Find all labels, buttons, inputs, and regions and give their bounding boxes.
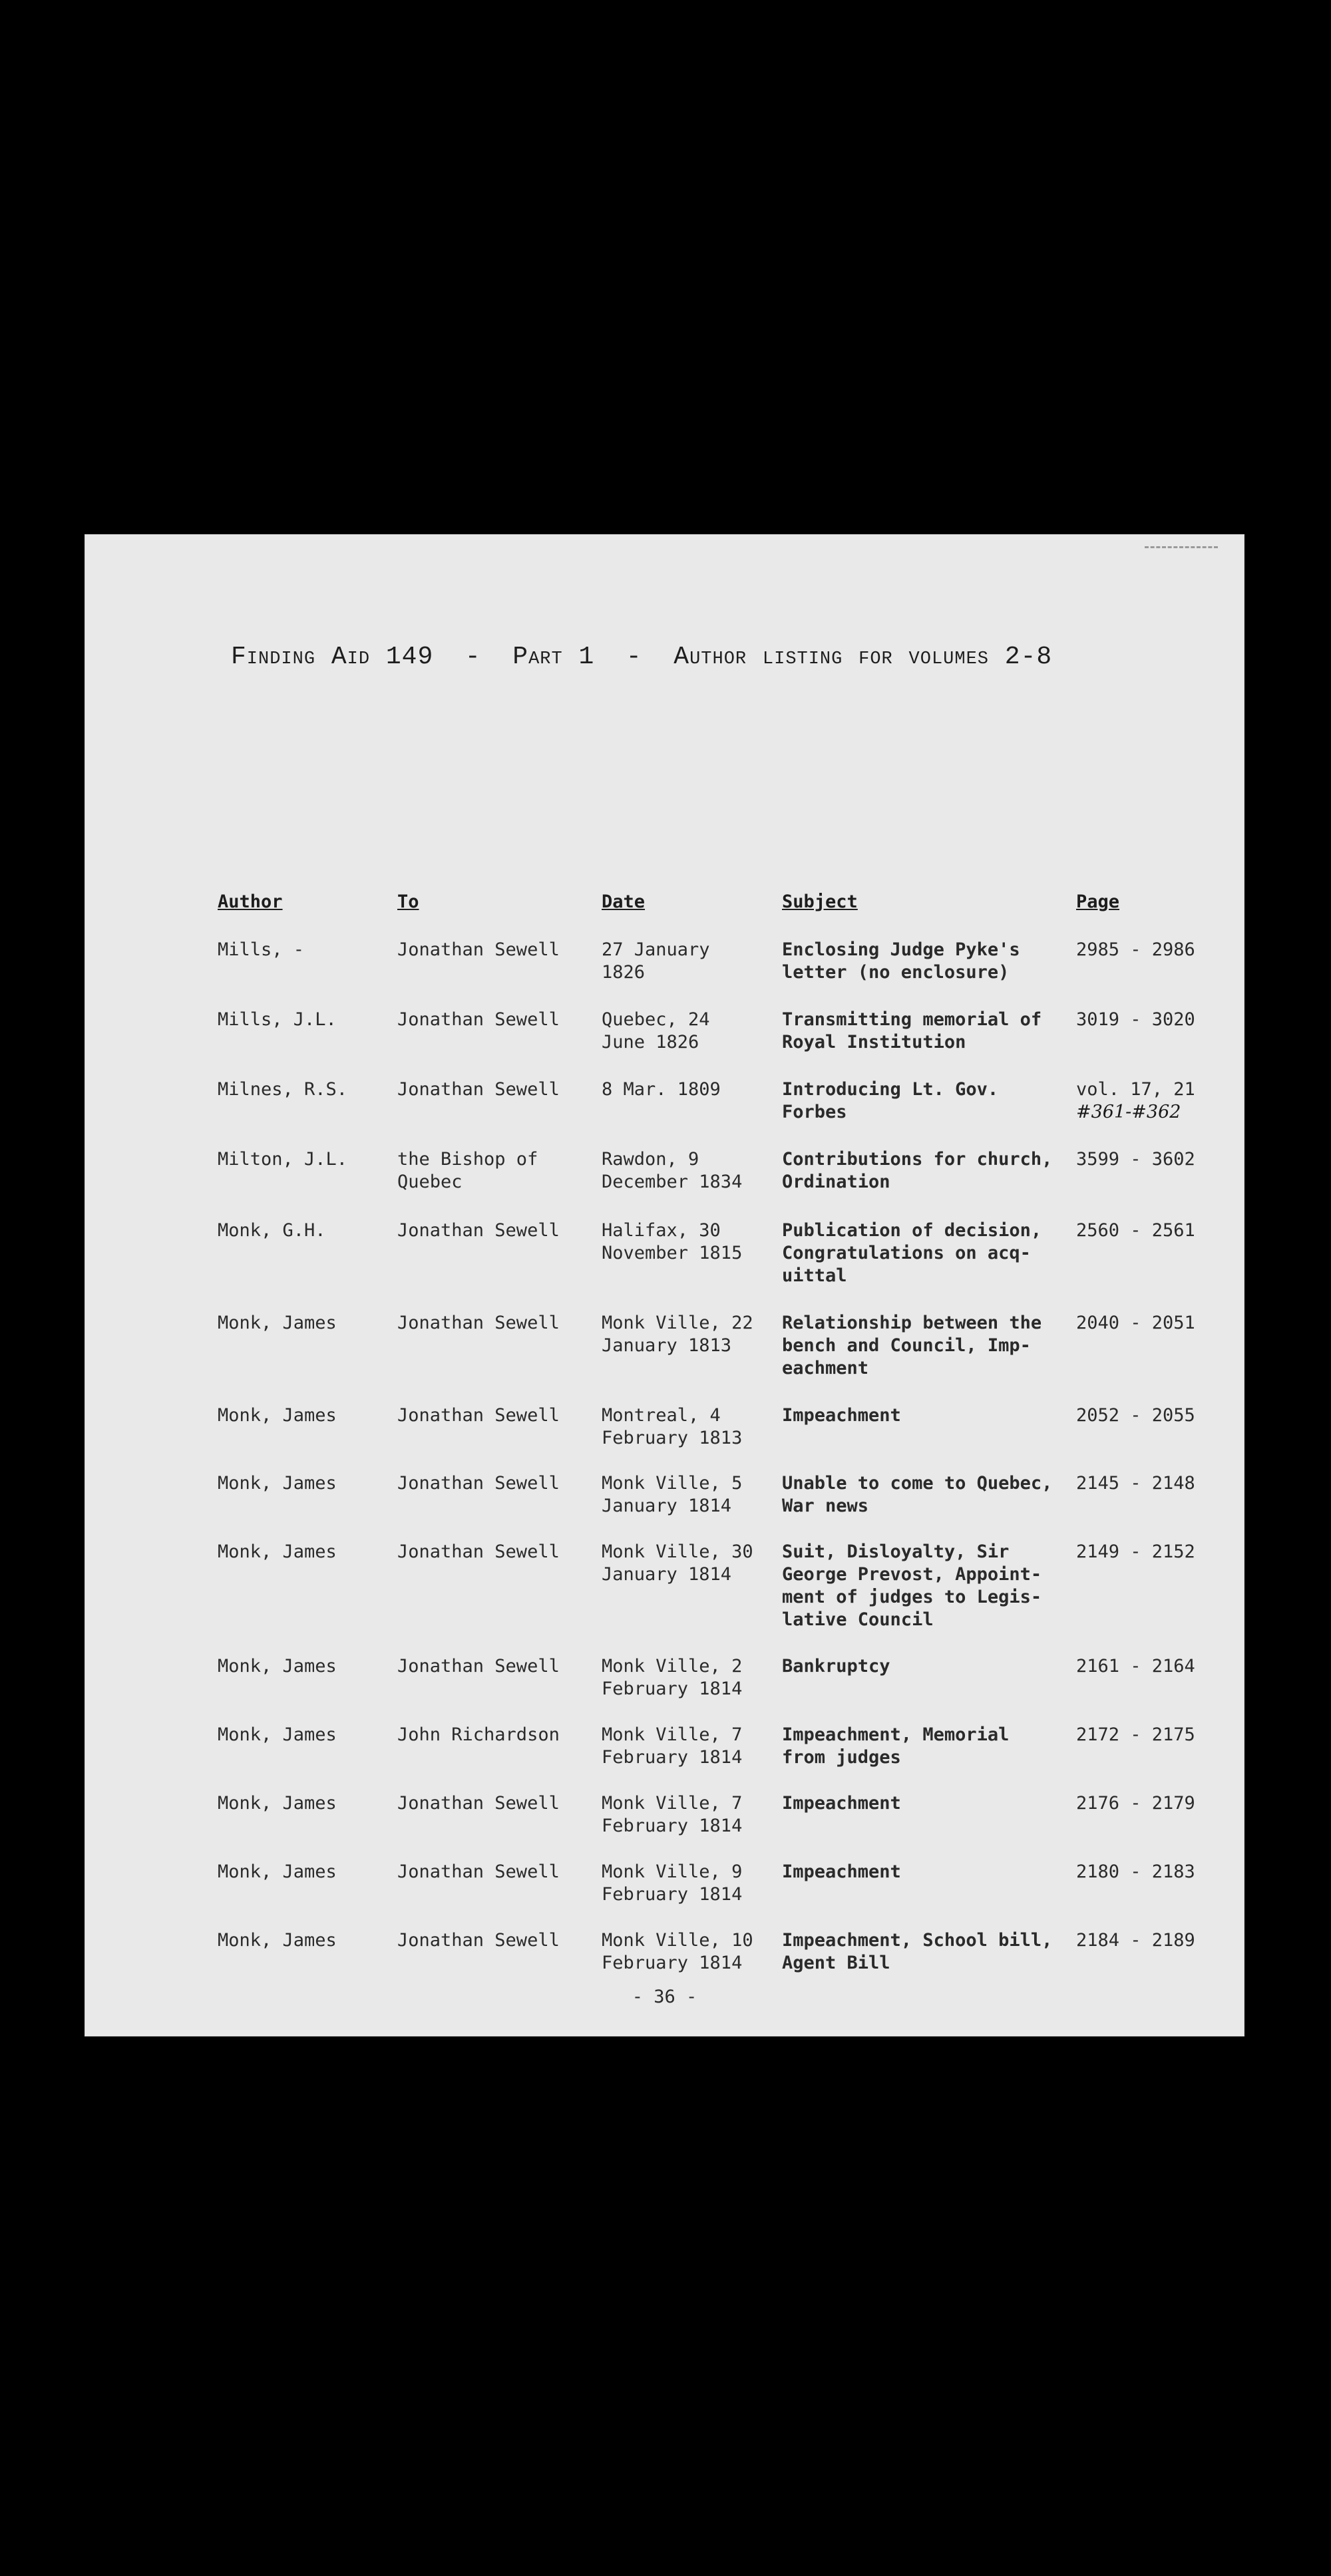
page-cell [1076,1861,1236,1883]
page-cell [1076,1472,1236,1495]
page-cell-line: 2985 - 2986 [1076,939,1195,960]
date-cell-line: Montreal, 4 [602,1405,721,1426]
author-cell-line: Monk, James [218,1724,337,1745]
author-cell [218,1078,391,1101]
author-cell [218,939,391,961]
column-header-date: Date [602,891,646,912]
subject-cell [782,1472,1075,1518]
date-cell-line: Quebec, 24 [602,1009,710,1030]
author-cell-line: Monk, G.H. [218,1220,326,1241]
date-cell-line: Monk Ville, 7 [602,1724,743,1745]
page-cell-line: 2180 - 2183 [1076,1861,1195,1882]
corner-mark [1145,546,1218,551]
date-cell-line: February 1813 [602,1428,743,1448]
subject-cell-line: Forbes [782,1102,847,1122]
date-cell [602,1219,781,1265]
author-cell-line: Monk, James [218,1930,337,1951]
author-cell [218,1792,391,1815]
date-cell [602,1724,781,1769]
subject-cell-line: Royal Institution [782,1032,966,1052]
date-cell-line: Monk Ville, 5 [602,1473,743,1494]
page-cell [1076,1655,1236,1678]
date-cell [602,1009,781,1054]
recipient-cell-line: Jonathan Sewell [397,1793,560,1814]
subject-cell-line: Congratulations on acq- [782,1243,1031,1263]
recipient-cell [397,1541,597,1563]
subject-cell-line: Enclosing Judge Pyke's [782,939,1020,960]
recipient-cell [397,1724,597,1746]
subject-cell-line: Suit, Disloyalty, Sir [782,1541,1010,1562]
subject-cell-line: Unable to come to Quebec, [782,1473,1053,1494]
subject-cell-line: Transmitting memorial of [782,1009,1042,1030]
author-cell [218,1472,391,1495]
author-cell [218,1724,391,1746]
recipient-cell-line: Jonathan Sewell [397,1313,560,1333]
author-cell [218,1009,391,1031]
page-cell-line: 2172 - 2175 [1076,1724,1195,1745]
subject-cell-line: War news [782,1496,869,1516]
subject-cell [782,1861,1075,1883]
recipient-cell [397,1009,597,1031]
author-cell-line: Monk, James [218,1541,337,1562]
column-header-page: Page [1076,891,1120,912]
recipient-cell [397,1929,597,1952]
document-page [85,534,1244,2036]
recipient-cell-line: Jonathan Sewell [397,1405,560,1426]
subject-cell [782,1724,1075,1769]
author-cell [218,1404,391,1427]
author-cell [218,1929,391,1952]
subject-cell [782,1929,1075,1975]
date-cell-line: 1826 [602,962,646,983]
author-cell-line: Monk, James [218,1313,337,1333]
author-cell-line: Monk, James [218,1656,337,1677]
subject-cell [782,1404,1075,1427]
author-cell [218,1861,391,1883]
subject-cell-line: Bankruptcy [782,1656,890,1677]
subject-cell-line: uittal [782,1265,847,1286]
page-cell [1076,1219,1236,1242]
recipient-cell-line: Jonathan Sewell [397,1079,560,1100]
recipient-cell [397,1404,597,1427]
date-cell-line: June 1826 [602,1032,699,1052]
date-cell [602,1404,781,1450]
recipient-cell-line: Jonathan Sewell [397,939,560,960]
page-cell [1076,1792,1236,1815]
subject-cell-line: ment of judges to Legis- [782,1587,1042,1607]
page-cell-line: vol. 17, 21 [1076,1079,1195,1100]
subject-cell [782,1312,1075,1380]
page-cell-line: 2176 - 2179 [1076,1793,1195,1814]
author-cell-line: Monk, James [218,1405,337,1426]
page-cell [1076,1929,1236,1952]
page-cell [1076,1078,1236,1124]
page-cell [1076,1541,1236,1563]
date-cell-line: December 1834 [602,1172,743,1192]
page-cell-line: 2145 - 2148 [1076,1473,1195,1494]
subject-cell-line: George Prevost, Appoint- [782,1564,1042,1585]
author-cell [218,1148,391,1171]
author-cell-line: Mills, J.L. [218,1009,337,1030]
date-cell-line: January 1813 [602,1335,732,1356]
date-cell [602,1148,781,1194]
date-cell [602,1792,781,1838]
author-cell [218,1541,391,1563]
date-cell-line: February 1814 [602,1679,743,1699]
recipient-cell [397,1472,597,1495]
date-cell [602,1312,781,1357]
author-cell-line: Monk, James [218,1861,337,1882]
subject-cell [782,1078,1075,1124]
date-cell [602,1541,781,1586]
page-cell-line: 2149 - 2152 [1076,1541,1195,1562]
recipient-cell [397,1861,597,1883]
subject-cell-line: Publication of decision, [782,1220,1042,1241]
subject-cell-line: lative Council [782,1609,934,1630]
date-cell [602,939,781,984]
subject-cell [782,1219,1075,1287]
recipient-cell-line: Jonathan Sewell [397,1930,560,1951]
author-cell-line: Monk, James [218,1793,337,1814]
date-cell [602,1078,781,1101]
date-cell [602,1861,781,1906]
recipient-cell [397,1655,597,1678]
recipient-cell-line: Jonathan Sewell [397,1541,560,1562]
recipient-cell [397,1792,597,1815]
subject-cell-line: bench and Council, Imp- [782,1335,1031,1356]
column-header-author: Author [218,891,283,912]
page-heading: Finding Aid 149 - Part 1 - Author listing for volumes 2-8 [231,643,1053,671]
date-cell-line: January 1814 [602,1496,732,1516]
date-cell-line: 8 Mar. 1809 [602,1079,721,1100]
subject-cell-line: Impeachment [782,1405,901,1426]
date-cell-line: February 1814 [602,1953,743,1973]
author-cell [218,1219,391,1242]
date-cell-line: February 1814 [602,1884,743,1905]
page-number: - 36 - [632,1987,697,2007]
subject-cell-line: Relationship between the [782,1313,1042,1333]
date-cell-line: Rawdon, 9 [602,1149,699,1170]
recipient-cell-line: Jonathan Sewell [397,1861,560,1882]
column-header-to: To [397,891,419,912]
author-cell-line: Milton, J.L. [218,1149,348,1170]
subject-cell-line: Impeachment, School bill, [782,1930,1053,1951]
page-cell-line: 3599 - 3602 [1076,1149,1195,1170]
date-cell [602,1655,781,1700]
recipient-cell-line: Jonathan Sewell [397,1656,560,1677]
date-cell-line: November 1815 [602,1243,743,1263]
page-cell-line: 2052 - 2055 [1076,1405,1195,1426]
recipient-cell-line: the Bishop of [397,1149,538,1170]
date-cell-line: January 1814 [602,1564,732,1585]
author-cell-line: Monk, James [218,1473,337,1494]
author-cell-line: Mills, - [218,939,305,960]
recipient-cell-line: Quebec [397,1172,463,1192]
date-cell-line: Monk Ville, 7 [602,1793,743,1814]
subject-cell-line: from judges [782,1747,901,1768]
subject-cell-line: Introducing Lt. Gov. [782,1079,999,1100]
subject-cell [782,1148,1075,1194]
subject-cell [782,1655,1075,1678]
recipient-cell [397,1078,597,1101]
author-cell [218,1655,391,1678]
date-cell-line: 27 January [602,939,710,960]
page-cell-line: 2161 - 2164 [1076,1656,1195,1677]
recipient-cell [397,1219,597,1242]
date-cell-line: February 1814 [602,1747,743,1768]
subject-cell [782,1541,1075,1631]
page-cell [1076,1009,1236,1031]
date-cell-line: Monk Ville, 9 [602,1861,743,1882]
subject-cell-line: Impeachment [782,1793,901,1814]
page-cell [1076,1404,1236,1427]
subject-cell-line: Ordination [782,1172,890,1192]
page-cell [1076,1148,1236,1171]
recipient-cell-line: Jonathan Sewell [397,1009,560,1030]
page-cell [1076,1312,1236,1335]
page-cell [1076,939,1236,961]
subject-cell-line: Impeachment [782,1861,901,1882]
recipient-cell [397,939,597,961]
date-cell [602,1472,781,1518]
subject-cell-line: letter (no enclosure) [782,962,1010,983]
subject-cell [782,939,1075,984]
subject-cell [782,1009,1075,1054]
page-cell-line: 3019 - 3020 [1076,1009,1195,1030]
recipient-cell-line: Jonathan Sewell [397,1473,560,1494]
page-cell [1076,1724,1236,1746]
column-header-subject: Subject [782,891,858,912]
subject-cell-line: eachment [782,1358,869,1378]
date-cell-line: Monk Ville, 2 [602,1656,743,1677]
recipient-cell [397,1312,597,1335]
author-cell-line: Milnes, R.S. [218,1079,348,1100]
page-cell-line: 2040 - 2051 [1076,1313,1195,1333]
recipient-cell [397,1148,597,1194]
page-cell-line: #361-#362 [1076,1102,1181,1122]
date-cell-line: Monk Ville, 10 [602,1930,753,1951]
recipient-cell-line: John Richardson [397,1724,560,1745]
subject-cell-line: Contributions for church, [782,1149,1053,1170]
page-cell-line: 2184 - 2189 [1076,1930,1195,1951]
subject-cell-line: Agent Bill [782,1953,890,1973]
subject-cell-line: Impeachment, Memorial [782,1724,1010,1745]
date-cell-line: Monk Ville, 30 [602,1541,753,1562]
page-cell-line: 2560 - 2561 [1076,1220,1195,1241]
author-cell [218,1312,391,1335]
date-cell-line: February 1814 [602,1816,743,1836]
date-cell-line: Monk Ville, 22 [602,1313,753,1333]
date-cell-line: Halifax, 30 [602,1220,721,1241]
recipient-cell-line: Jonathan Sewell [397,1220,560,1241]
subject-cell [782,1792,1075,1815]
date-cell [602,1929,781,1975]
